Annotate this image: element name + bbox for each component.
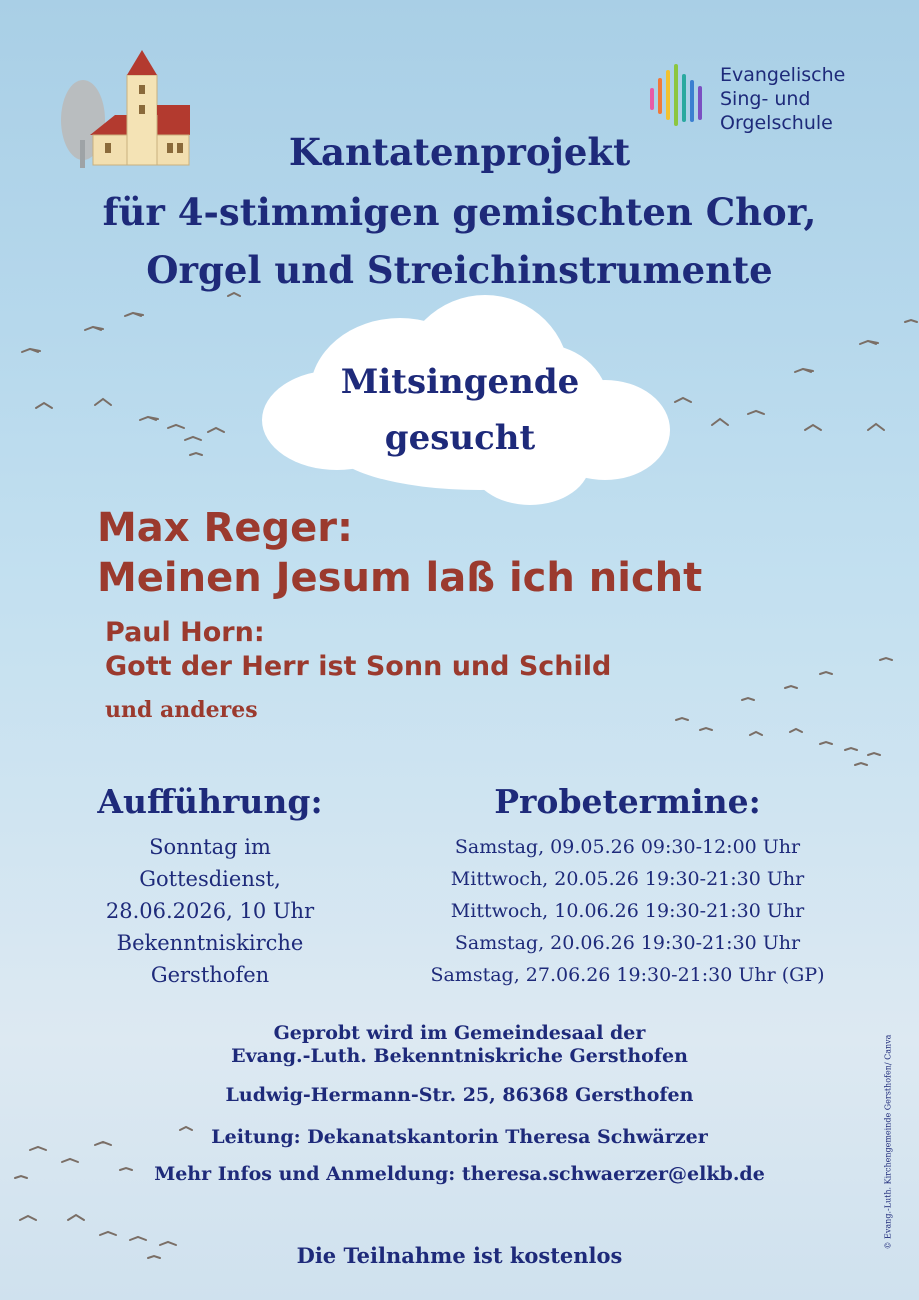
performance-line: Gottesdienst, bbox=[139, 867, 281, 891]
contact: Mehr Infos und Anmeldung: theresa.schwaerzer@elkb.de bbox=[154, 1163, 765, 1185]
rehearsals-heading: Probetermine: bbox=[494, 782, 761, 821]
performance-line: 28.06.2026, 10 Uhr bbox=[105, 899, 315, 923]
address: Ludwig-Hermann-Str. 25, 86368 Gersthofen bbox=[225, 1084, 694, 1106]
performance-line: Sonntag im bbox=[149, 835, 271, 859]
venue-line-2: Evang.-Luth. Bekenntniskriche Gersthofen bbox=[231, 1045, 688, 1067]
piece-1: Meinen Jesum laß ich nicht bbox=[97, 555, 703, 601]
cloud-line-1: Mitsingende bbox=[340, 362, 580, 402]
rehearsals-section bbox=[400, 782, 855, 991]
performance-section bbox=[70, 782, 350, 991]
performance-heading: Aufführung: bbox=[97, 782, 323, 821]
free-participation: Die Teilnahme ist kostenlos bbox=[296, 1243, 623, 1268]
rehearsal-date: Samstag, 09.05.26 09:30-12:00 Uhr bbox=[454, 836, 801, 858]
cloud-line-2: gesucht bbox=[384, 418, 536, 458]
other-works: und anderes bbox=[105, 697, 258, 723]
leader: Leitung: Dekanatskantorin Theresa Schwärzer bbox=[211, 1126, 708, 1148]
logo-line: Evangelische bbox=[720, 64, 846, 86]
image-credit: © Evang.-Luth. Kirchengemeinde Gersthofen/ Canva bbox=[883, 1034, 893, 1250]
composer-2: Paul Horn: bbox=[105, 617, 265, 648]
rehearsal-date: Mittwoch, 20.05.26 19:30-21:30 Uhr bbox=[450, 868, 805, 890]
title-line-1: Kantatenprojekt bbox=[288, 130, 631, 174]
title-line-3: Orgel und Streichinstrumente bbox=[146, 248, 773, 292]
logo-line: Orgelschule bbox=[720, 112, 833, 134]
rehearsal-date: Samstag, 20.06.26 19:30-21:30 Uhr bbox=[454, 932, 801, 954]
logo-line: Sing- und bbox=[720, 88, 811, 110]
rehearsal-date: Mittwoch, 10.06.26 19:30-21:30 Uhr bbox=[450, 900, 805, 922]
rehearsal-date: Samstag, 27.06.26 19:30-21:30 Uhr (GP) bbox=[430, 964, 825, 986]
title-line-2: für 4-stimmigen gemischten Chor, bbox=[102, 190, 817, 234]
composer-1: Max Reger: bbox=[97, 505, 353, 551]
piece-2: Gott der Herr ist Sonn und Schild bbox=[105, 651, 612, 682]
venue-line-1: Geprobt wird im Gemeindesaal der bbox=[273, 1022, 646, 1044]
performance-line: Gersthofen bbox=[150, 963, 270, 987]
performance-line: Bekenntniskirche bbox=[116, 931, 304, 955]
